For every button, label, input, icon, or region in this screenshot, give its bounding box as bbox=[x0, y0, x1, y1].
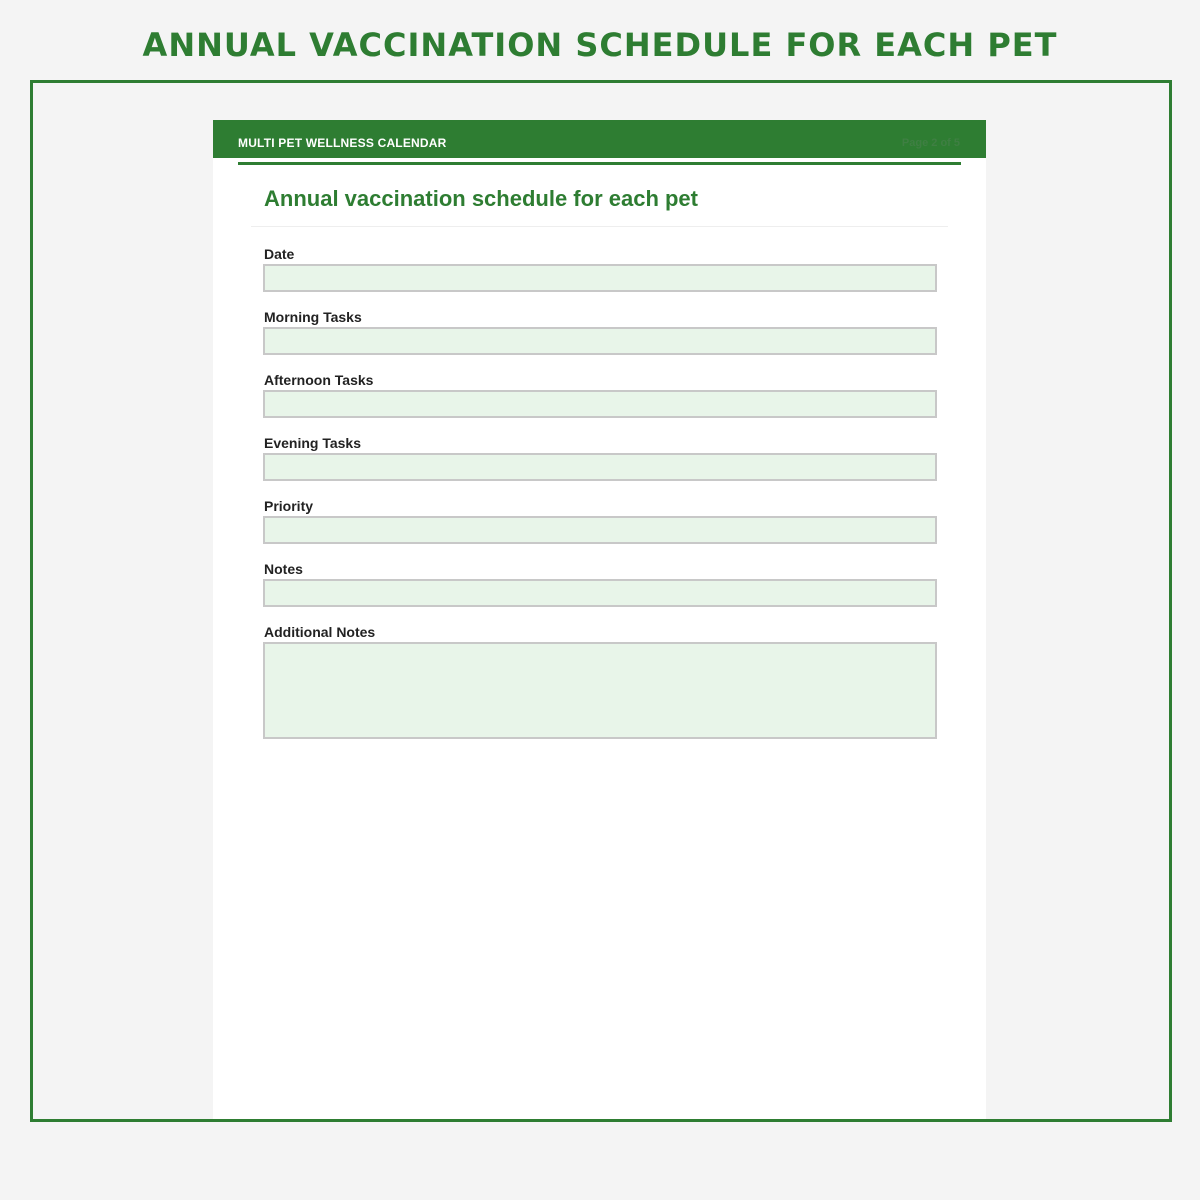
sheet-header-title: MULTI PET WELLNESS CALENDAR bbox=[238, 136, 447, 150]
date-label: Date bbox=[264, 246, 295, 262]
header-divider bbox=[238, 162, 961, 165]
document-sheet bbox=[213, 120, 986, 1119]
priority-field[interactable] bbox=[263, 516, 937, 544]
afternoon-tasks-label: Afternoon Tasks bbox=[264, 372, 374, 388]
banner-title: ANNUAL VACCINATION SCHEDULE FOR EACH PET bbox=[142, 26, 1058, 64]
additional-notes-label: Additional Notes bbox=[264, 624, 376, 640]
section-title: Annual vaccination schedule for each pet bbox=[264, 186, 698, 211]
morning-tasks-field[interactable] bbox=[263, 327, 937, 355]
notes-label: Notes bbox=[264, 561, 303, 577]
title-divider bbox=[251, 226, 948, 227]
additional-notes-field[interactable] bbox=[263, 642, 937, 739]
page-indicator: Page 2 of 5 bbox=[901, 137, 960, 149]
morning-tasks-label: Morning Tasks bbox=[264, 309, 362, 325]
priority-label: Priority bbox=[264, 498, 314, 514]
evening-tasks-label: Evening Tasks bbox=[264, 435, 362, 451]
notes-field[interactable] bbox=[263, 579, 937, 607]
evening-tasks-field[interactable] bbox=[263, 453, 937, 481]
sheet-header bbox=[213, 120, 986, 158]
date-field[interactable] bbox=[263, 264, 937, 292]
afternoon-tasks-field[interactable] bbox=[263, 390, 937, 418]
